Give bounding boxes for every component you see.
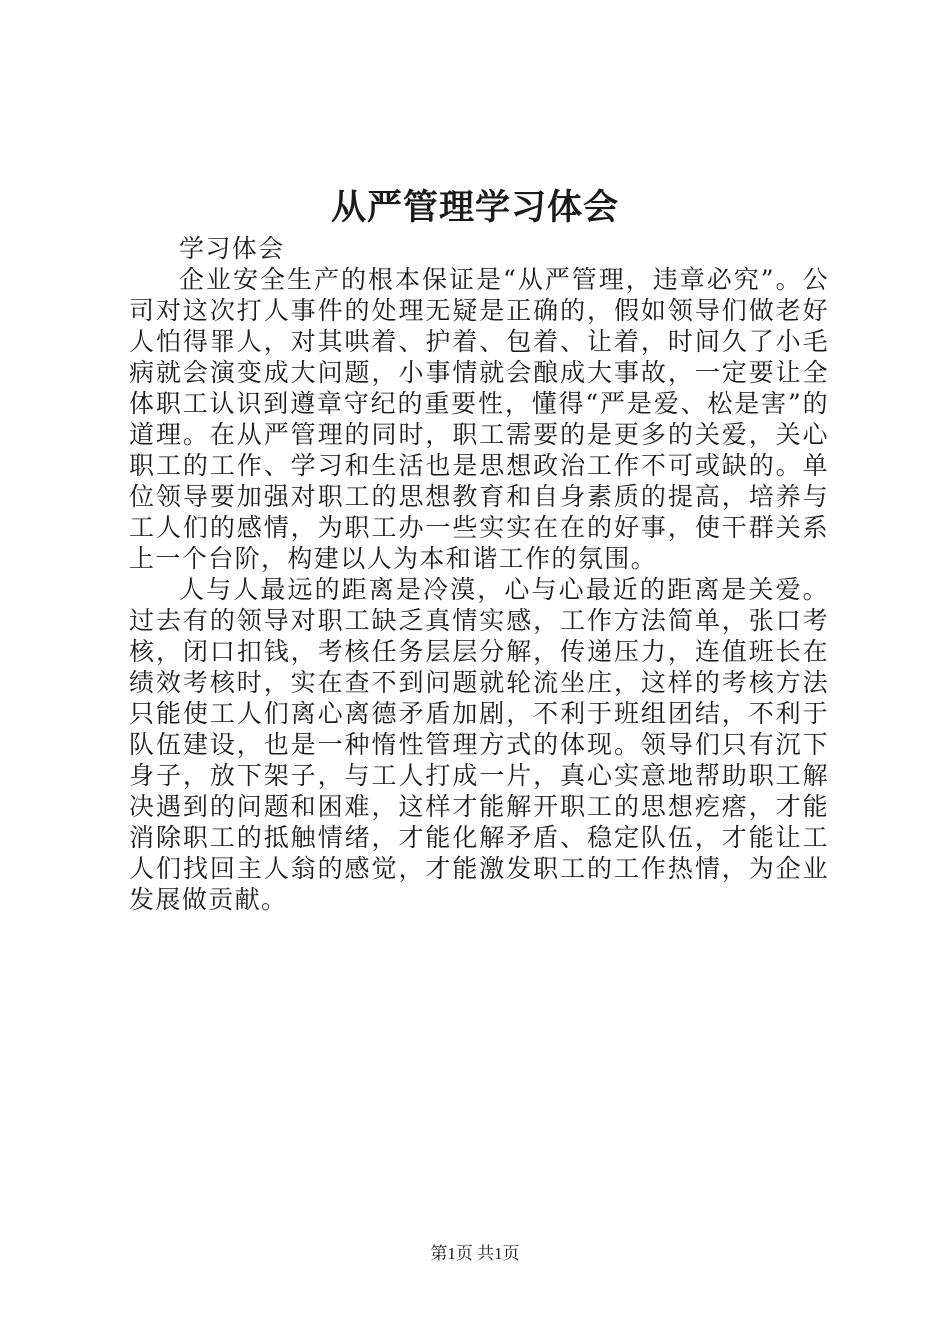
paragraph-1: 企业安全生产的根本保证是“从严管理，违章必究”。公司对这次打人事件的处理无疑是正确的，假如领导们做老好人怕得罪人，对其哄着、护着、包着、让着，时间久了小毛病就会演变成大问题，小事情就会酿成大事故，一定要让全体职工认识到遵章守纪的重要性，懂得“严是爱、松是害”的道理。在从严管理的同时，职工需要的是更多的关爱，关心职工的工作、学习和生活也是思想政治工作不可或缺的。单位领导要加强对职工的思想教育和自身素质的提高，培养与工人们的感情，为职工办一些实实在在的好事，使干群关系上一个台阶，构建以人为本和谐工作的氛围。 [129, 265, 829, 573]
document-body [129, 233, 829, 915]
document-title: 从严管理学习体会 [330, 187, 619, 228]
paragraph-subtitle: 学习体会 [179, 234, 285, 263]
page-footer: 第1页 共1页 [430, 1244, 520, 1263]
paragraph-2: 人与人最远的距离是冷漠，心与心最近的距离是关爱。过去有的领导对职工缺乏真情实感，工作方法简单，张口考核，闭口扣钱，考核任务层层分解，传递压力，连值班长在绩效考核时，实在查不到问题就轮流坐庄，这样的考核方法只能使工人们离心离德矛盾加剧，不利于班组团结，不利于队伍建设，也是一种惰性管理方式的体现。领导们只有沉下身子，放下架子，与工人打成一片，真心实意地帮助职工解决遇到的问题和困难，这样才能解开职工的思想疙瘩，才能消除职工的抵触情绪，才能化解矛盾、稳定队伍，才能让工人们找回主人翁的感觉，才能激发职工的工作热情，为企业发展做贡献。 [129, 575, 829, 914]
